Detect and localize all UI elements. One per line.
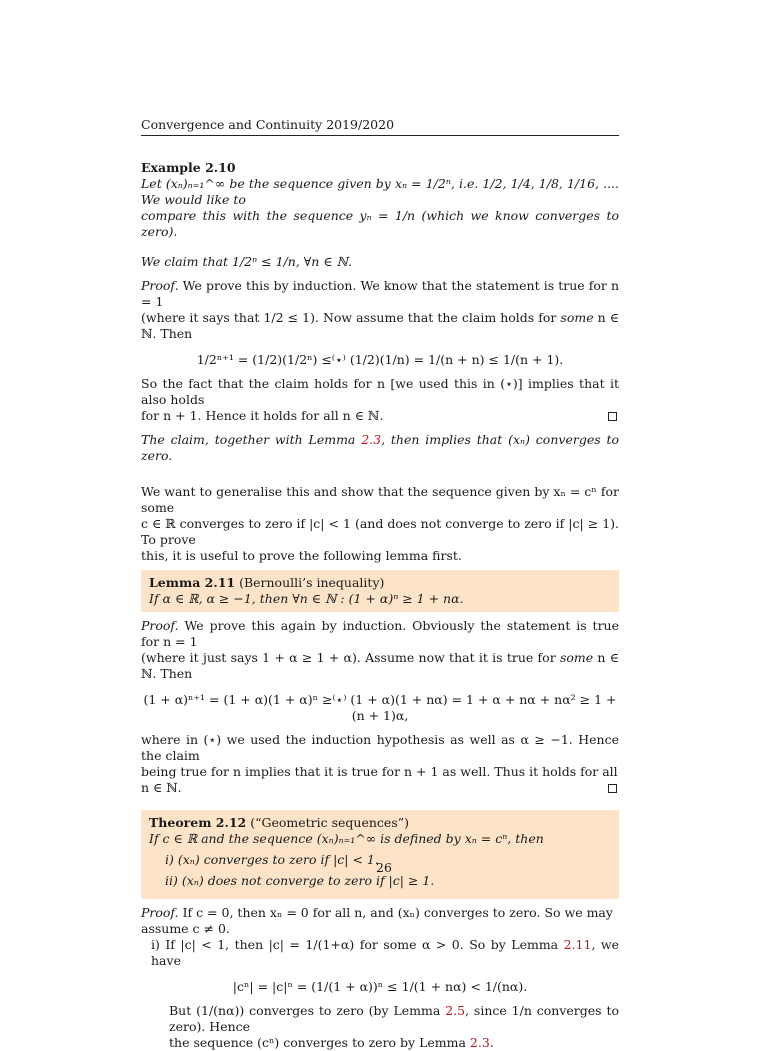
lemma-ref-2-3-b[interactable]: 2.3 bbox=[469, 1035, 490, 1050]
claim: We claim that 1/2ⁿ ≤ 1/n, ∀n ∈ ℕ. bbox=[141, 254, 352, 269]
proof-text-1: We prove this by induction. We know that the statement is true for n = 1 bbox=[141, 278, 619, 309]
lemma-after-3-text: n ∈ ℕ. bbox=[141, 780, 182, 795]
example-line-2: compare this with the sequence yₙ = 1/n (which we know converges to zero). bbox=[141, 208, 619, 239]
theorem-title: Theorem 2.12 bbox=[149, 815, 247, 830]
page-number: 26 bbox=[376, 860, 392, 875]
but-pre: But (1/(nα)) converges to zero (by Lemma bbox=[169, 1003, 446, 1018]
theorem-item-1-text: (xₙ) converges to zero if |c| < 1. bbox=[173, 852, 379, 867]
proof-label: Proof. bbox=[141, 278, 179, 293]
lemma-proof-line-1 bbox=[141, 618, 619, 650]
theorem-proof-label: Proof. bbox=[141, 905, 179, 920]
conclusion-pre: The claim, together with Lemma bbox=[141, 432, 362, 447]
proof-text-2: (where it says that 1/2 ≤ 1). Now assume that the claim holds for bbox=[141, 310, 561, 325]
lemma-proof-label: Proof. bbox=[141, 618, 179, 633]
theorem-name: (“Geometric sequences”) bbox=[246, 815, 410, 830]
theorem-proof-but bbox=[141, 1003, 619, 1035]
proof-line-1 bbox=[141, 278, 619, 310]
qed-box-icon bbox=[608, 784, 617, 793]
lemma-proof-text-2-end: n ∈ ℕ. Then bbox=[141, 650, 619, 681]
generalise-line-1: We want to generalise this and show that the sequence given by xₙ = cⁿ for some bbox=[141, 484, 619, 515]
theorem-proof-line-2: assume c ≠ 0. bbox=[141, 921, 230, 936]
lemma-proof-some: some bbox=[559, 650, 594, 665]
last-post: . bbox=[489, 1035, 494, 1050]
proof-text-2-end: n ∈ ℕ. Then bbox=[141, 310, 619, 341]
theorem-item-2-text: (xₙ) does not converge to zero if |c| ≥ 1. bbox=[177, 873, 435, 888]
proof-item-1-post: , we have bbox=[151, 937, 619, 968]
lemma-after-2: being true for n implies that it is true for n + 1 as well. Thus it holds for all bbox=[141, 764, 618, 779]
last-pre: the sequence (cⁿ) converges to zero by Lemma bbox=[169, 1035, 470, 1050]
after-line-2-text: for n + 1. Hence it holds for all n ∈ ℕ. bbox=[141, 408, 384, 423]
lemma-ref-2-11[interactable]: 2.11 bbox=[563, 937, 592, 952]
theorem-proof-line-1 bbox=[141, 905, 619, 921]
lemma-statement: If α ∈ ℝ, α ≥ −1, then ∀n ∈ ℕ : (1 + α)ⁿ ≥ 1 + nα. bbox=[149, 591, 464, 606]
after-line-1: So the fact that the claim holds for n [we used this in (⋆)] implies that it also holds bbox=[141, 376, 619, 407]
theorem-item-1-label: i) bbox=[165, 852, 174, 867]
lemma-after-3 bbox=[141, 780, 619, 796]
theorem-proof-text-1: If c = 0, then xₙ = 0 for all n, and (xₙ) converges to zero. So we may bbox=[178, 905, 613, 920]
display-equation-3: |cⁿ| = |c|ⁿ = (1/(1 + α))ⁿ ≤ 1/(1 + nα) < 1/(nα). bbox=[232, 979, 528, 994]
example-title: Example 2.10 bbox=[141, 160, 236, 175]
display-equation-2: (1 + α)ⁿ⁺¹ = (1 + α)(1 + α)ⁿ ≥⁽⋆⁾ (1 + α)(1 + nα) = 1 + α + nα + nα² ≥ 1 + (n + 1)α, bbox=[143, 692, 617, 723]
proof-some: some bbox=[560, 310, 594, 325]
lemma-proof-text-1: We prove this again by induction. Obviously the statement is true for n = 1 bbox=[141, 618, 619, 649]
example-conclusion bbox=[141, 432, 619, 464]
page-content bbox=[141, 160, 619, 1051]
lemma-ref-2-5[interactable]: 2.5 bbox=[445, 1003, 466, 1018]
but-post: , since 1/n converges to zero). Hence bbox=[169, 1003, 619, 1034]
generalise-line-2: c ∈ ℝ converges to zero if |c| < 1 (and does not converge to zero if |c| ≥ 1). To prove bbox=[141, 516, 619, 547]
example-line-1: Let (xₙ)ₙ₌₁^∞ be the sequence given by xₙ = 1/2ⁿ, i.e. 1/2, 1/4, 1/8, 1/16, .... We would like to bbox=[141, 176, 619, 207]
theorem-proof-last bbox=[141, 1035, 619, 1051]
lemma-ref-2-3[interactable]: 2.3 bbox=[361, 432, 382, 447]
lemma-name: (Bernoulli’s inequality) bbox=[235, 575, 385, 590]
theorem-item-2-label: ii) bbox=[165, 873, 178, 888]
proof-item-1-pre: i) If |c| < 1, then |c| = 1/(1+α) for some α > 0. So by Lemma bbox=[151, 937, 564, 952]
lemma-title: Lemma 2.11 bbox=[149, 575, 236, 590]
after-line-2 bbox=[141, 408, 619, 424]
qed-box-icon bbox=[608, 412, 617, 421]
theorem-statement: If c ∈ ℝ and the sequence (xₙ)ₙ₌₁^∞ is defined by xₙ = cⁿ, then bbox=[149, 831, 544, 846]
proof-line-2 bbox=[141, 310, 619, 342]
lemma-heading bbox=[149, 575, 611, 591]
theorem-proof-item-1 bbox=[141, 937, 619, 969]
theorem-heading bbox=[149, 815, 611, 831]
lemma-after-1: where in (⋆) we used the induction hypothesis as well as α ≥ −1. Hence the claim bbox=[141, 732, 619, 763]
generalise-line-3: this, it is useful to prove the following lemma first. bbox=[141, 548, 462, 563]
display-equation-1: 1/2ⁿ⁺¹ = (1/2)(1/2ⁿ) ≤⁽⋆⁾ (1/2)(1/n) = 1/(n + n) ≤ 1/(n + 1). bbox=[196, 352, 564, 367]
running-header: Convergence and Continuity 2019/2020 bbox=[141, 117, 619, 136]
lemma-proof-text-2: (where it just says 1 + α ≥ 1 + α). Assume now that it is true for bbox=[141, 650, 560, 665]
lemma-proof-line-2 bbox=[141, 650, 619, 682]
theorem-box bbox=[141, 810, 619, 899]
lemma-box bbox=[141, 570, 619, 612]
conclusion-post: , then implies that (xₙ) converges to zero. bbox=[141, 432, 620, 463]
